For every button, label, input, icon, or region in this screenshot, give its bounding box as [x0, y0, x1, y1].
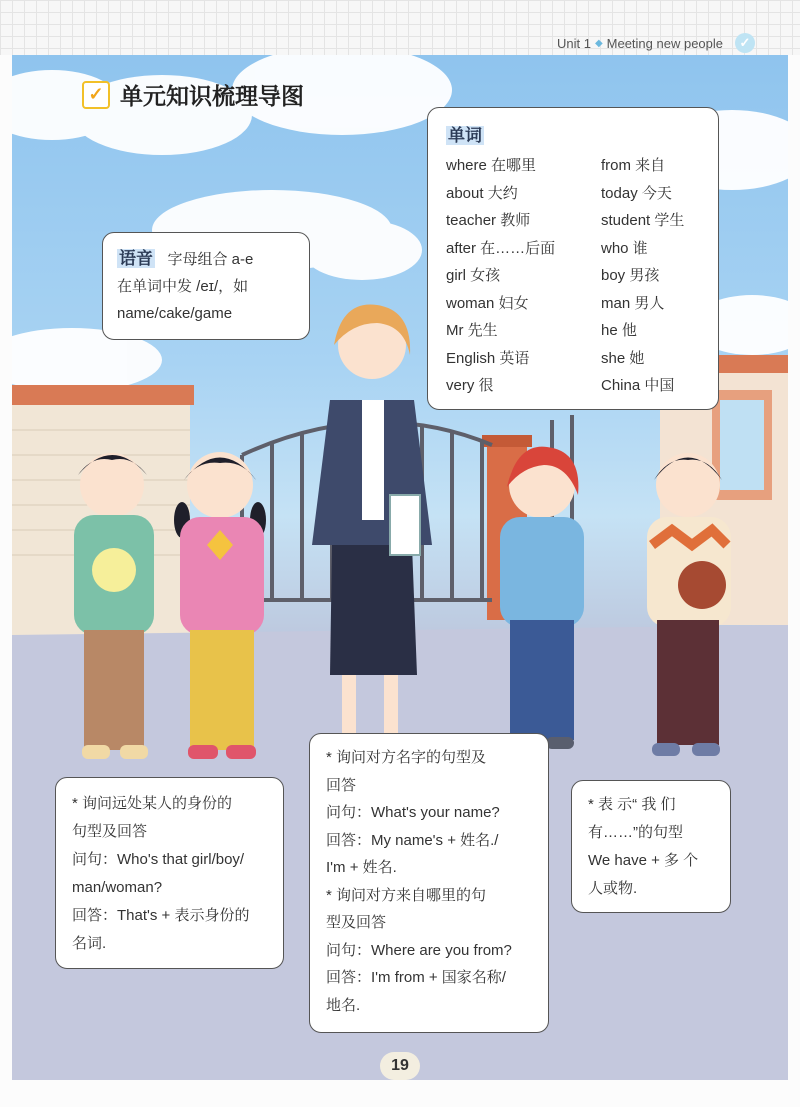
name-origin-question-bubble	[309, 733, 549, 1033]
vocab-item: boy 男孩	[601, 267, 660, 284]
pronunciation-line-1: 字母组合 a-e	[167, 251, 254, 268]
vocab-item: teacher 教师	[446, 212, 531, 229]
vocab-item: about 大约	[446, 184, 518, 202]
identity-line-2: 句型及回答	[72, 823, 148, 840]
we-have-bubble	[571, 780, 731, 913]
vocab-item: he 他	[601, 322, 637, 339]
name-line-4: 回答：My name's + 姓名./	[326, 831, 499, 849]
running-header	[557, 33, 755, 53]
child-figure-3	[500, 447, 584, 749]
identity-line-4: man/woman?	[72, 879, 163, 896]
unit-topic: Meeting new people	[606, 35, 723, 51]
name-line-8: 问句：Where are you from?	[326, 941, 512, 959]
vocab-item: China 中国	[601, 377, 675, 394]
vocabulary-bubble	[427, 107, 719, 410]
have-line-1: * 表 示“ 我 们	[588, 796, 676, 813]
have-line-3: We have + 多 个	[588, 852, 699, 869]
pronunciation-bubble	[102, 232, 310, 340]
name-line-6: * 询问对方来自哪里的句	[326, 886, 487, 904]
identity-question-bubble	[55, 777, 284, 969]
vocab-item: girl 女孩	[446, 267, 501, 284]
vocabulary-heading: 单词	[448, 126, 482, 145]
vocab-item: today 今天	[601, 184, 672, 202]
vocab-item: from 来自	[601, 157, 666, 174]
vocab-item: student 学生	[601, 212, 685, 229]
vocab-item: who 谁	[601, 239, 648, 257]
separator-icon: ◆	[594, 37, 603, 49]
vocabulary-right-column	[601, 152, 721, 400]
vocab-item: where 在哪里	[446, 157, 537, 174]
name-line-5: I'm + 姓名.	[326, 859, 397, 876]
have-line-2: 有……”的句型	[588, 824, 683, 841]
name-line-3: 问句：What's your name?	[326, 804, 500, 821]
identity-line-3: 问句：Who's that girl/boy/	[72, 851, 245, 868]
vocab-item: woman 妇女	[446, 294, 529, 312]
vocabulary-left-column	[446, 152, 601, 400]
identity-line-6: 名词.	[72, 935, 107, 952]
vocab-item: very 很	[446, 377, 494, 394]
title-text: 单元知识梳理导图	[120, 83, 304, 109]
mind-map-title	[82, 78, 304, 111]
vocabulary-list	[446, 152, 704, 400]
vocab-item: English 英语	[446, 349, 530, 367]
check-box-icon: ✓	[82, 81, 110, 109]
page-number: 19	[380, 1052, 420, 1080]
name-line-1: * 询问对方名字的句型及	[326, 749, 487, 766]
name-line-10: 地名.	[326, 996, 361, 1014]
pronunciation-line-2: 在单词中发 /eɪ/，如	[117, 278, 249, 295]
identity-line-5: 回答：That's + 表示身份的	[72, 907, 250, 924]
vocab-item: Mr 先生	[446, 322, 498, 339]
have-line-4: 人或物.	[588, 880, 638, 897]
name-line-2: 回答	[326, 776, 357, 794]
pronunciation-line-3: name/cake/game	[117, 305, 233, 322]
identity-line-1: * 询问远处某人的身份的	[72, 795, 233, 812]
vocab-item: she 她	[601, 349, 645, 367]
vocab-item: man 男人	[601, 294, 665, 312]
name-line-7: 型及回答	[326, 914, 387, 931]
unit-label: Unit 1	[556, 35, 591, 51]
name-line-9: 回答：I'm from + 国家名称/	[326, 969, 506, 986]
vocab-item: after 在……后面	[446, 239, 556, 257]
check-badge-icon: ✓	[735, 33, 755, 53]
pronunciation-heading: 语音	[119, 249, 153, 268]
